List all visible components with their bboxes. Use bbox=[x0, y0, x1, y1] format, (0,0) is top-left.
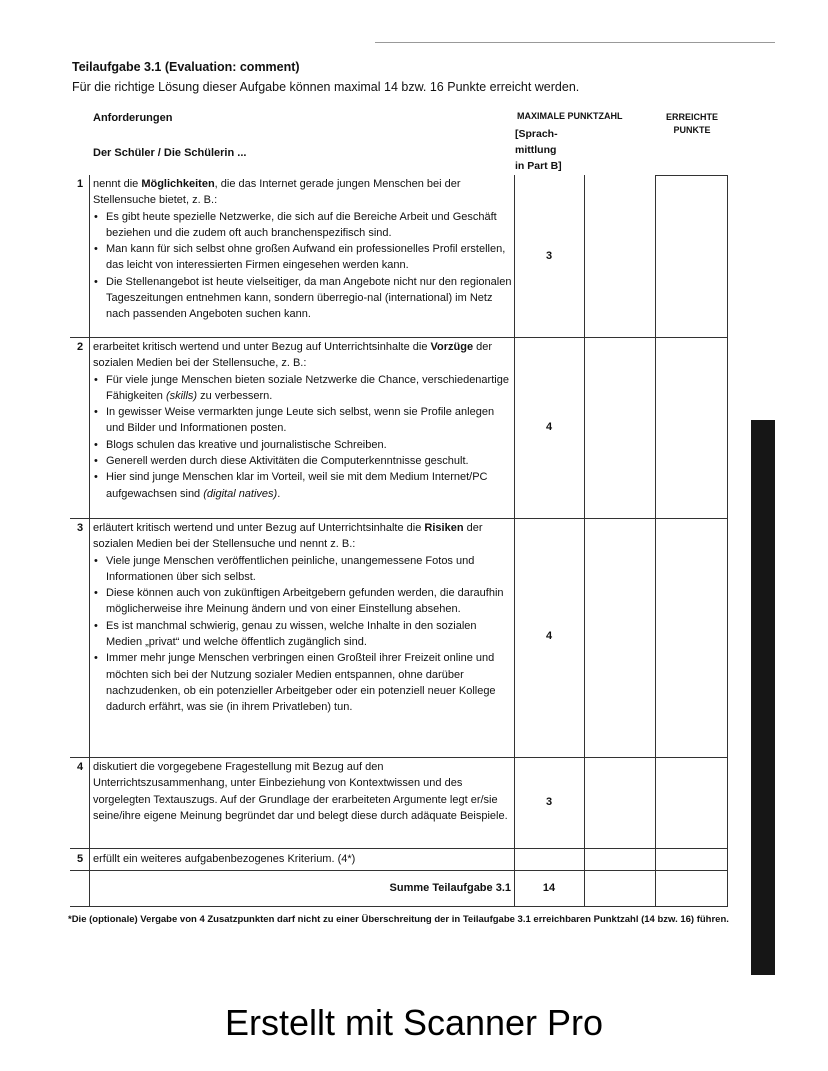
grid-line bbox=[70, 906, 728, 907]
row-number: 1 bbox=[76, 178, 84, 190]
row-number: 3 bbox=[76, 522, 84, 534]
grid-line bbox=[514, 175, 515, 906]
requirement-cell: erfüllt ein weiteres aufgabenbezogenes Kriterium. (4*) bbox=[93, 853, 356, 865]
bullet-item: • Immer mehr junge Menschen verbringen einen Großteil ihrer Freizeit online und möchten sich bei der Nutzung sozialer Medien entspannen, ohne darüber nachzudenken, ob ein potenzieller Arbeitgeber oder ein potenziell neuer Kollege dadurch erfährt, was sie (in ihrem Privatleben) tun. bbox=[93, 650, 513, 715]
bullet-item: • Viele junge Menschen veröffentlichen peinliche, unangemessene Fotos und Informationen über sich selbst. bbox=[93, 553, 513, 586]
requirement-cell: diskutiert die vorgegebene Fragestellung mit Bezug auf den Unterrichtszusammenhang, unter Einbeziehung von Kontextwissen und des vorgelegten Textauszugs. Auf der Grundlage der erarbeiteten Argumente legt er/sie seine/ihre eigene Meinung begründet dar und belegt diese durch adäquate Beispiele. bbox=[93, 761, 508, 822]
grid-line bbox=[655, 175, 656, 906]
requirement-cell bbox=[93, 520, 513, 716]
header-erreichte-punkte: ERREICHTE PUNKTE bbox=[665, 112, 718, 135]
scan-edge-shadow bbox=[751, 420, 775, 975]
grid-line bbox=[70, 870, 728, 871]
grid-line bbox=[70, 518, 728, 519]
grid-line bbox=[70, 848, 728, 849]
grid-line bbox=[70, 337, 728, 338]
bullet-item: • Generell werden durch diese Aktivitäten die Computerkenntnisse geschult. bbox=[93, 453, 513, 469]
scanner-watermark: Erstellt mit Scanner Pro bbox=[224, 1002, 604, 1043]
header-max-punktzahl: MAXIMALE PUNKTZAHL bbox=[517, 111, 623, 121]
header-anforderungen: Anforderungen bbox=[93, 112, 173, 124]
summe-value: 14 bbox=[542, 882, 556, 894]
footnote: *Die (optionale) Vergabe von 4 Zusatzpunkten darf nicht zu einer Überschreitung der in Teilaufgabe 3.1 erreichbaren Punktzahl (14 bzw. 16) führen. bbox=[68, 914, 729, 925]
bullet-item: • Es gibt heute spezielle Netzwerke, die sich auf die Bereiche Arbeit und Geschäft beziehen und die zudem oft auch branchenspezifisch sind. bbox=[93, 209, 513, 242]
max-points: 3 bbox=[545, 250, 553, 262]
bullet-item: • Diese können auch von zukünftigen Arbeitgebern gefunden werden, die daraufhin möglicherweise ihre Meinung ändern und von einer Einstellung absehen. bbox=[93, 585, 513, 618]
bullet-item: • Blogs schulen das kreative und journalistische Schreiben. bbox=[93, 437, 513, 453]
grid-line bbox=[89, 175, 90, 906]
grid-line bbox=[656, 175, 728, 176]
max-points: 3 bbox=[545, 796, 553, 808]
page-title: Teilaufgabe 3.1 (Evaluation: comment) bbox=[72, 60, 300, 74]
top-divider bbox=[375, 42, 775, 43]
grid-line bbox=[70, 757, 728, 758]
bullet-item: • Die Stellenangebot ist heute vielseitiger, da man Angebote nicht nur den regionalen Tageszeitungen entnehmen kann, sondern überregio-nal (international) im Netz nach passenden Angeboten suchen kann. bbox=[93, 274, 513, 323]
header-sprachmittlung: [Sprach- mittlung in Part B] bbox=[515, 128, 562, 172]
bullet-item: • Es ist manchmal schwierig, genau zu wissen, welche Inhalte in den sozialen Medien „privat“ und welche öffentlich zugänglich sind. bbox=[93, 618, 513, 651]
row-number: 5 bbox=[76, 853, 84, 865]
bullet-item: • Man kann für sich selbst ohne großen Aufwand ein professionelles Profil erstellen, das leicht von interessierten Firmen eingesehen werden kann. bbox=[93, 241, 513, 274]
max-points: 4 bbox=[545, 630, 553, 642]
summe-label: Summe Teilaufgabe 3.1 bbox=[389, 882, 511, 894]
grid-line bbox=[584, 175, 585, 906]
requirement-intro: erläutert kritisch wertend und unter Bezug auf Unterrichtsinhalte die Risiken der sozialen Medien bei der Stellensuche und nennt z. B.: bbox=[93, 522, 483, 551]
row-number: 2 bbox=[76, 341, 84, 353]
bullet-item: • In gewisser Weise vermarkten junge Leute sich selbst, wenn sie Profile anlegen und Bilder und Informationen posten. bbox=[93, 404, 513, 437]
page-subtitle: Für die richtige Lösung dieser Aufgabe können maximal 14 bzw. 16 Punkte erreicht werden. bbox=[72, 80, 580, 94]
max-points: 4 bbox=[545, 421, 553, 433]
requirement-intro: erarbeitet kritisch wertend und unter Bezug auf Unterrichtsinhalte die Vorzüge der sozialen Medien bei der Stellensuche, z. B.: bbox=[93, 341, 493, 370]
requirement-cell bbox=[93, 176, 513, 323]
requirement-cell bbox=[93, 339, 513, 502]
bullet-item: • Für viele junge Menschen bieten soziale Netzwerke die Chance, verschiedenartige Fähigkeiten (skills) zu verbessern. bbox=[93, 372, 513, 405]
row-number: 4 bbox=[76, 761, 84, 773]
header-schueler: Der Schüler / Die Schülerin ... bbox=[93, 147, 247, 159]
bullet-item: • Hier sind junge Menschen klar im Vorteil, weil sie mit dem Medium Internet/PC aufgewachsen sind (digital natives). bbox=[93, 469, 513, 502]
requirement-intro: nennt die Möglichkeiten, die das Internet gerade jungen Menschen bei der Stellensuche bietet, z. B.: bbox=[93, 178, 461, 207]
grid-line bbox=[727, 175, 728, 906]
